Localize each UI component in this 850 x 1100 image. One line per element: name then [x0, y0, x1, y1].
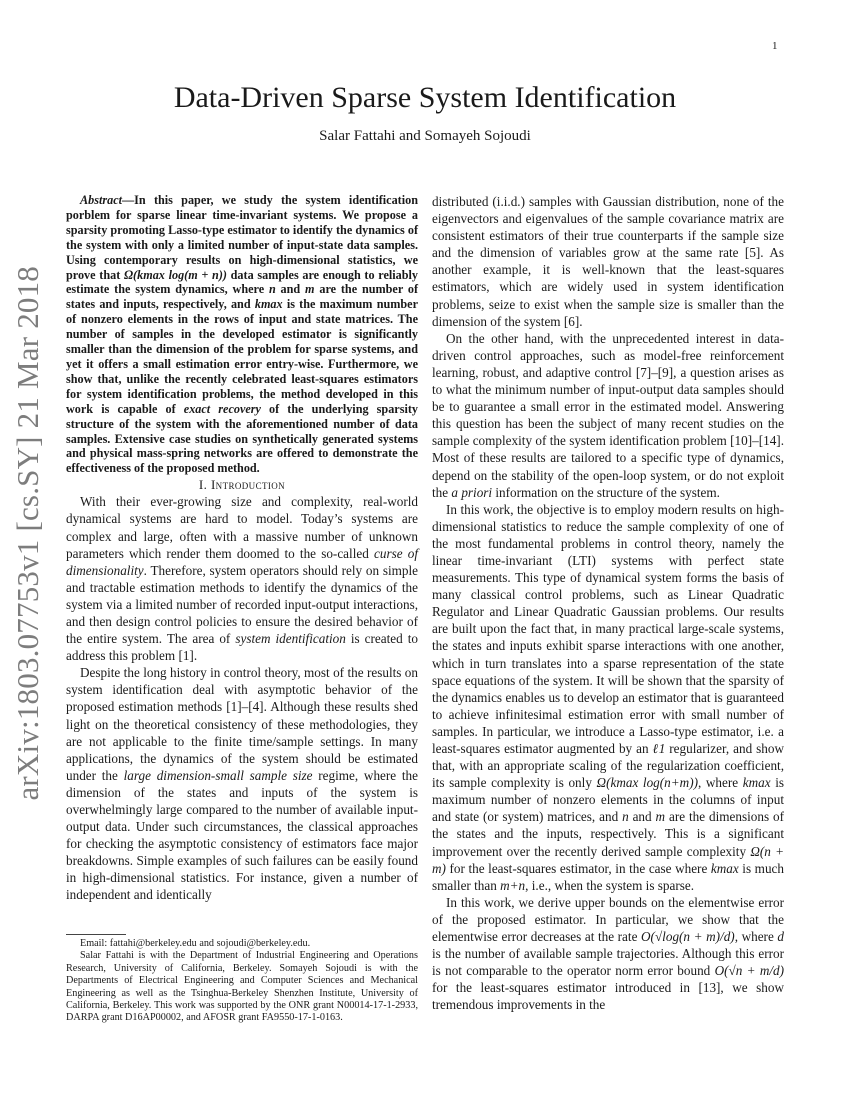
- abstract-emphasis: exact recovery: [183, 401, 261, 416]
- page-number: 1: [772, 40, 778, 52]
- arxiv-stamp-text: arXiv:1803.07753v1 [cs.SY] 21 Mar 2018: [10, 266, 45, 801]
- paper-authors: Salar Fattahi and Somayeh Sojoudi: [319, 128, 531, 144]
- intro-paragraph-6: In this work, we derive upper bounds on the elementwise error of the proposed estimator. In particular, we show that the elementwise error decreases at the rate O(√log(n + m)/d), where d is the number of available sample trajectories. Although this error is not comparable to the operator norm error bound O(√n + m/d) for the least-squares estimator introduced in [13], we show tremendous improvements in the: [432, 894, 784, 1013]
- footnote: [66, 938, 418, 1025]
- section-heading: I. Introduction: [198, 477, 286, 493]
- intro-paragraph-2: Despite the long history in control theory, most of the results on system identification deal with asymptotic behavior of the proposed estimation methods [1]–[4]. Although these results shed light on the theoretical consistency of these methodologies, they are not applicable to the finite time/sample settings. In many applications, the dynamics of the system should be estimated under the large dimension-small sample size regime, where the dimension of the states and inputs of the system is overwhelmingly large compared to the number of available input-output data. Under such circumstances, the classical approaches for checking the asymptotic consistency of estimators face major breakdowns. Simple examples of such failures can be easily found in high-dimensional statistics. For instance, given a number of independent and identically: [66, 665, 418, 903]
- intro-paragraph-3: distributed (i.i.d.) samples with Gaussian distribution, none of the eigenvectors and eigenvalues of the sample covariance matrix are consistent estimators of their true counterparts if the sample size and the dimension of variables grow at the same rate [5]. As another example, it is well-known that the least-squares estimators, which are widely used in system identification problems, seize to exist when the sample size is smaller than the dimension of the system [6].: [432, 194, 784, 329]
- left-column: [66, 193, 418, 904]
- intro-paragraph-4: On the other hand, with the unprecedented interest in data-driven control approaches, such as model-free reinforcement learning, robust, and adaptive control [7]–[9], a question arises as to what the minimum number of input-output data samples should be to guarantee a small error in the estimated model. Answering this question has been the subject of many recent studies on the sample complexity of the system identification problem [10]–[14]. Most of these results are tailored to a specific type of dynamics, depend on the stability of the open-loop system, or do not exploit the a priori information on the structure of the system.: [432, 330, 784, 500]
- abstract: Abstract—In this paper, we study the system identification porblem for sparse linear time-invariant systems. We propose a sparsity promoting Lasso-type estimator to identify the dynamics of the system with only a limited number of input-state data samples. Using contemporary results on high-dimensional statistics, we prove that Ω(kmax log(m + n)) data samples are enough to reliably estimate the system dynamics, where n and m are the number of states and inputs, respectively, and kmax is the maximum number of nonzero elements in the rows of input and state matrices. The number of samples in the developed estimator is significantly smaller than the dimension of the problem for sparse systems, and yet it offers a small estimation error entry-wise. Furthermore, we show that, unlike the recently celebrated least-squares estimators for system identification problems, the method developed in this work is capable of exact recovery of the underlying sparsity structure of the system with the aforementioned number of data samples. Extensive case studies on synthetically generated systems and physical mass-spring networks are offered to demonstrate the effectiveness of the proposed method.: [66, 193, 419, 476]
- abstract-label: Abstract: [80, 193, 122, 207]
- math-inline: Ω(kmax log(m + n)): [123, 267, 227, 282]
- intro-paragraph-1: With their ever-growing size and complexity, real-world dynamical systems are hard to model. Today’s systems are complex and large, often with a massive number of unknown parameters which render them doomed to the so-called curse of dimensionality. Therefore, system operators should rely on simple and tractable estimation methods to identify the dynamics of the system via a limited number of recorded input-output interactions, and then design control policies to ensure the desired behavior of the entire system. The area of system identification is created to address this problem [1].: [66, 494, 418, 664]
- intro-paragraph-5: In this work, the objective is to employ modern results on high-dimensional statistics to reduce the sample complexity of one of the most fundamental problems in control theory, namely the linear time-invariant (LTI) systems with perfect state measurements. This type of dynamical system forms the basis of many classical control problems, such as Linear Quadratic Regulator and Linear Quadratic Gaussian problems. Our results are built upon the fact that, in many practical large-scale systems, the states and inputs exhibit sparse interactions with one another, which in turn translates into a sparse representation of the state space equations of the system. It will be shown that the sparsity of the dynamics enables us to develop an estimator that is guaranteed to achieve infinitesimal estimation error with small number of samples. In particular, we introduce a Lasso-type estimator, i.e. a least-squares estimator augmented by an ℓ1 regularizer, and show that, with an appropriate scaling of the regularization coefficient, its sample complexity is only Ω(kmax log(n+m)), where kmax is maximum number of nonzero elements in the columns of input and state (or system) matrices, and n and m are the dimensions of the states and the inputs, respectively. This is a significant improvement over the recently derived sample complexity Ω(n + m) for the least-squares estimator, in the case where kmax is much smaller than m+n, i.e., when the system is sparse.: [432, 501, 785, 893]
- right-column: [432, 193, 784, 1014]
- footnote-affiliation: Salar Fattahi is with the Department of Industrial Engineering and Operations Research, University of California, Berkeley. Somayeh Sojoudi is with the Departments of Electrical Engineering and Computer Sciences and Mechanical Engineering as well as the Tsinghua-Berkeley Shenzhen Institute, University of California, Berkeley. This work was supported by the ONR grant N00014-17-1-2933, DARPA grant D16AP00002, and AFOSR grant FA9550-17-1-0163.: [66, 950, 418, 1024]
- paper-title: Data-Driven Sparse System Identification: [173, 81, 677, 114]
- footnote-divider: [66, 934, 126, 935]
- footnote-email: Email: fattahi@berkeley.edu and sojoudi@berkeley.edu.: [80, 938, 311, 949]
